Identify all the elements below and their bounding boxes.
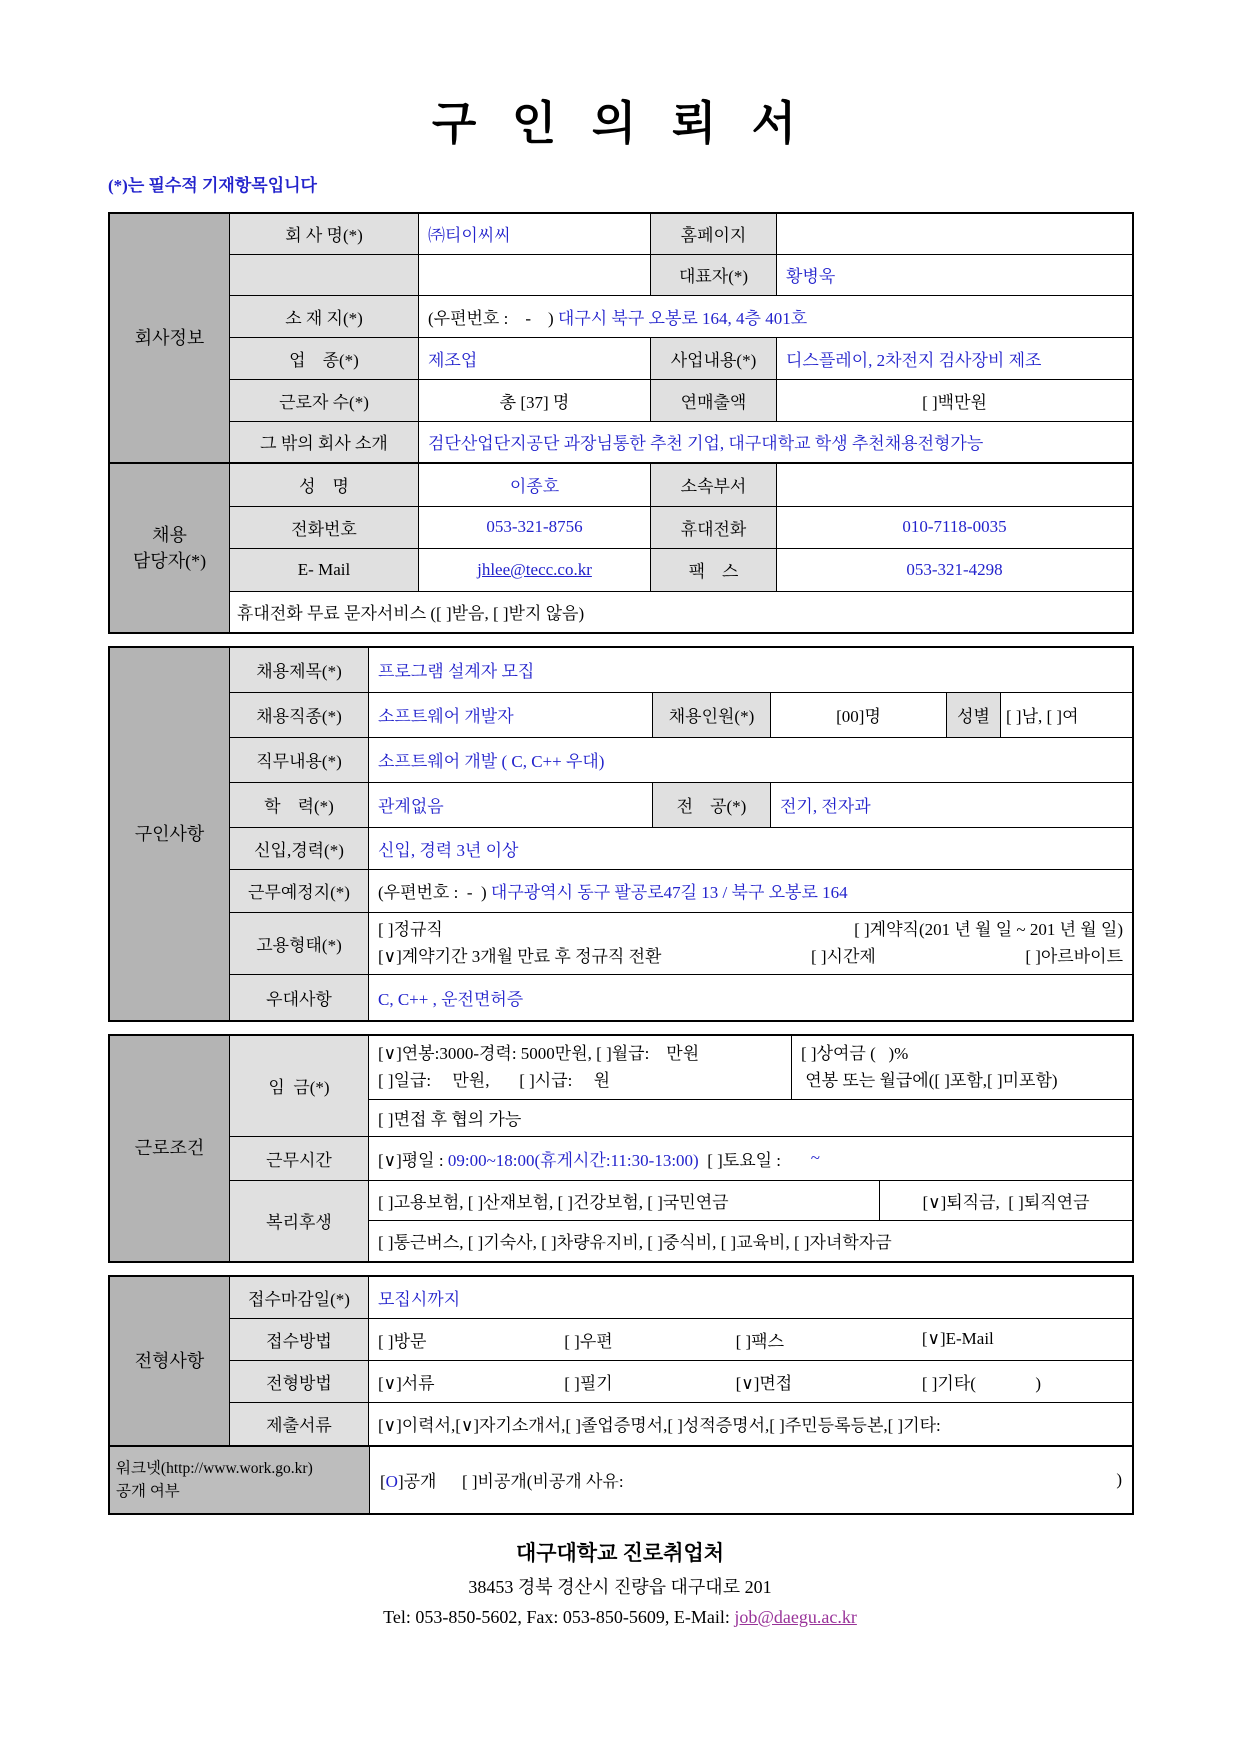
row-occupation (230, 693, 1132, 738)
table-application (108, 1275, 1134, 1515)
welfare-row2 (369, 1221, 1132, 1261)
recruiter-email-link[interactable]: jhlee@tecc.co.kr (477, 559, 592, 579)
sms-service-note: 휴대전화 무료 문자서비스 ([ ]받음, [ ]받지 않음) (230, 592, 1132, 632)
industry-value: 제조업 (419, 338, 651, 379)
career-label: 신입,경력(*) (230, 828, 369, 869)
education-label: 학 력(*) (230, 783, 369, 827)
section-header-conditions: 근로조건 (110, 1036, 230, 1261)
row-documents (230, 1403, 1132, 1445)
worknet-header (110, 1447, 370, 1513)
major-label: 전 공(*) (653, 783, 771, 827)
screening-method-value (369, 1361, 1132, 1402)
worknet-url-text: 워크넷(http://www.work.go.kr) (116, 1459, 313, 1477)
worknet-closing-paren: ) (1116, 1469, 1122, 1489)
opt-documents: [∨]서류 (378, 1373, 435, 1393)
job-title-label: 채용제목(*) (230, 648, 369, 692)
row-ceo (230, 255, 1132, 296)
screening-method-label: 전형방법 (230, 1361, 369, 1402)
rowgroup-welfare (230, 1181, 1132, 1261)
duties-label: 직무내용(*) (230, 738, 369, 782)
revenue-value: [ ]백만원 (777, 380, 1132, 421)
footer-tel-fax: Tel: 053-850-5602, Fax: 053-850-5609, E-Mail: (383, 1606, 735, 1627)
mobile-value: 010-7118-0035 (777, 507, 1132, 548)
gender-label: 성별 (947, 693, 1001, 737)
workers-label: 근로자 수(*) (230, 380, 419, 421)
footer-contact (0, 1608, 1240, 1626)
opt-interview: [∨]면접 (735, 1373, 793, 1393)
education-value: 관계없음 (369, 783, 653, 827)
welfare-label: 복리후생 (230, 1181, 369, 1261)
email-label: E- Mail (230, 549, 419, 591)
postal-code-placeholder: (우편번호 : - ) (428, 308, 558, 328)
row-duties (230, 738, 1132, 783)
deadline-value: 모집시까지 (369, 1277, 1132, 1318)
footer-email-link[interactable]: job@daegu.ac.kr (734, 1606, 857, 1627)
table-job-details (108, 646, 1134, 1022)
company-name-label: 회 사 명(*) (230, 214, 419, 254)
homepage-value (777, 214, 1132, 254)
page-title: 구 인 의 뢰 서 (431, 98, 809, 149)
mobile-label: 휴대전화 (651, 507, 777, 548)
opt-contract-to-regular: [∨]계약기간 3개월 만료 후 정규직 전환 (378, 947, 662, 967)
documents-value: [∨]이력서,[∨]자기소개서,[ ]졸업증명서,[ ]성적증명서,[ ]주민등록등본,[ ]기타: (369, 1403, 1132, 1445)
section-header-recruiter: 채용 담당자(*) (110, 464, 230, 632)
bonus-line2: 연봉 또는 월급에([ ]포함,[ ]미포함) (801, 1071, 1058, 1091)
row-recruiter-phone (230, 507, 1132, 549)
address-label: 소 재 지(*) (230, 296, 419, 337)
empty-label-cell (230, 255, 419, 295)
fax-value: 053-321-4298 (777, 549, 1132, 591)
form-body (108, 212, 1134, 1515)
apply-method-value (369, 1319, 1132, 1360)
worksite-text: 대구광역시 동구 팔공로47길 13 / 북구 오봉로 164 (490, 883, 848, 903)
bonus-line1: [ ]상여금 ( )% (801, 1044, 909, 1064)
business-label: 사업내용(*) (651, 338, 777, 379)
employment-type-label: 고용형태(*) (230, 913, 369, 974)
section-conditions (110, 1036, 1132, 1261)
section-company-info (110, 214, 1132, 462)
row-address (230, 296, 1132, 338)
headcount-label: 채용인원(*) (653, 693, 771, 737)
ceo-value: 황병욱 (777, 255, 1132, 295)
career-value: 신입, 경력 3년 이상 (369, 828, 1132, 869)
row-company-name (230, 214, 1132, 255)
row-working-hours (230, 1137, 1132, 1181)
row-education (230, 783, 1132, 828)
worksite-label: 근무예정지(*) (230, 870, 369, 912)
phone-value: 053-321-8756 (419, 507, 651, 548)
worknet-open-options: [O]공개 [ ]비공개(비공개 사유: (380, 1472, 624, 1492)
row-recruiter-email (230, 549, 1132, 592)
footer (0, 1540, 1240, 1627)
section-header-application: 전형사항 (110, 1277, 230, 1445)
apply-method-label: 접수방법 (230, 1319, 369, 1360)
row-preference (230, 975, 1132, 1020)
business-value: 디스플레이, 2차전지 검사장비 제조 (777, 338, 1132, 379)
row-apply-method (230, 1319, 1132, 1361)
worknet-open-mark: O (385, 1472, 398, 1492)
section-application (110, 1277, 1132, 1445)
phone-label: 전화번호 (230, 507, 419, 548)
row-workers (230, 380, 1132, 422)
row-recruiter-name (230, 464, 1132, 507)
job-title-value: 프로그램 설계자 모집 (369, 648, 1132, 692)
headcount-value: [00]명 (771, 693, 947, 737)
opt-written-test: [ ]필기 (564, 1373, 613, 1393)
section-recruiter (110, 462, 1132, 632)
row-industry (230, 338, 1132, 380)
footer-address: 38453 경북 경산시 진량읍 대구대로 201 (468, 1576, 772, 1597)
salary-amount-cell (369, 1036, 792, 1099)
dept-value (777, 464, 1132, 506)
table-work-conditions (108, 1034, 1134, 1263)
opt-fax: [ ]팩스 (735, 1331, 785, 1351)
footer-org-name: 대구대학교 진로취업처 (515, 1540, 725, 1565)
industry-label: 업 종(*) (230, 338, 419, 379)
hours-saturday-option: [ ]토요일 : (698, 1150, 786, 1170)
opt-parttime: [ ]시간제 (810, 947, 876, 967)
employment-line2 (378, 943, 1123, 970)
row-worksite (230, 870, 1132, 913)
salary-note-row (369, 1100, 1132, 1136)
hours-value (369, 1137, 1132, 1180)
opt-regular: [ ]정규직 (378, 920, 443, 940)
row-screening-method (230, 1361, 1132, 1403)
opt-mail: [ ]우편 (564, 1331, 613, 1351)
section-header-job: 구인사항 (110, 648, 230, 1020)
deadline-label: 접수마감일(*) (230, 1277, 369, 1318)
welfare-row1 (369, 1181, 1132, 1221)
empty-value-cell (419, 255, 651, 295)
hours-label: 근무시간 (230, 1137, 369, 1180)
preference-value: C, C++ , 운전면허증 (369, 975, 1132, 1020)
worknet-value (370, 1447, 1132, 1513)
email-value (419, 549, 651, 591)
salary-line1: [∨]연봉:3000-경력: 5000만원, [ ]월급: 만원 (378, 1044, 700, 1064)
dept-label: 소속부서 (651, 464, 777, 506)
opt-arbeit: [ ]아르바이트 (1025, 947, 1123, 967)
revenue-label: 연매출액 (651, 380, 777, 421)
employment-line1 (378, 916, 1123, 943)
company-name-value: ㈜티이씨씨 (419, 214, 651, 254)
duties-value: 소프트웨어 개발 ( C, C++ 우대) (369, 738, 1132, 782)
homepage-label: 홈페이지 (651, 214, 777, 254)
recruiter-name-label: 성 명 (230, 464, 419, 506)
hours-time: 09:00~18:00(휴게시간:11:30-13:00) (447, 1150, 699, 1170)
salary-main-row (369, 1036, 1132, 1100)
occupation-label: 채용직종(*) (230, 693, 369, 737)
row-deadline (230, 1277, 1132, 1319)
row-company-intro (230, 422, 1132, 462)
employment-type-value (369, 913, 1132, 974)
worknet-header-line2: 공개 여부 (116, 1482, 180, 1500)
section-header-company: 회사정보 (110, 214, 230, 462)
required-fields-note: (*)는 필수적 기재항목입니다 (108, 175, 317, 195)
opt-contract: [ ]계약직(201 년 월 일 ~ 201 년 월 일) (854, 920, 1123, 940)
documents-label: 제출서류 (230, 1403, 369, 1445)
worksite-postal-placeholder: (우편번호 : - ) (378, 883, 491, 903)
gender-value: [ ]남, [ ]여 (1001, 693, 1132, 737)
welfare-benefits: [ ]통근버스, [ ]기숙사, [ ]차량유지비, [ ]중식비, [ ]교육비, [ ]자녀학자금 (369, 1221, 1132, 1261)
occupation-value: 소프트웨어 개발자 (369, 693, 653, 737)
welfare-retirement: [∨]퇴직금, [ ]퇴직연금 (880, 1181, 1132, 1220)
major-value: 전기, 전자과 (771, 783, 1132, 827)
section-job (110, 648, 1132, 1020)
opt-visit: [ ]방문 (378, 1331, 427, 1351)
address-value (419, 296, 1132, 337)
opt-etc: [ ]기타( ) (921, 1373, 1042, 1393)
fax-label: 팩 스 (651, 549, 777, 591)
recruiter-name-value: 이종호 (419, 464, 651, 506)
welfare-insurance: [ ]고용보험, [ ]산재보험, [ ]건강보험, [ ]국민연금 (369, 1181, 880, 1220)
row-career (230, 828, 1132, 870)
ceo-label: 대표자(*) (651, 255, 777, 295)
worksite-value (369, 870, 1132, 912)
bonus-cell (792, 1036, 1132, 1099)
row-job-title (230, 648, 1132, 693)
preference-label: 우대사항 (230, 975, 369, 1020)
table-company-recruiter (108, 212, 1134, 634)
salary-line2: [ ]일급: 만원, [ ]시급: 원 (378, 1071, 611, 1091)
salary-label: 임 금(*) (230, 1036, 369, 1136)
hours-saturday-time: ~ (785, 1148, 820, 1168)
hours-weekday-option: [∨]평일 : (378, 1150, 448, 1170)
row-worknet (110, 1445, 1132, 1513)
salary-note: [ ]면접 후 협의 가능 (369, 1100, 1132, 1136)
company-intro-label: 그 밖의 회사 소개 (230, 422, 419, 462)
rowgroup-salary (230, 1036, 1132, 1137)
row-sms-service (230, 592, 1132, 632)
opt-email: [∨]E-Mail (921, 1329, 994, 1349)
address-text: 대구시 북구 오봉로 164, 4층 401호 (557, 308, 808, 328)
row-employment-type (230, 913, 1132, 975)
company-intro-value: 검단산업단지공단 과장님통한 추천 기업, 대구대학교 학생 추천채용전형가능 (419, 422, 1132, 462)
workers-value: 총 [37] 명 (419, 380, 651, 421)
